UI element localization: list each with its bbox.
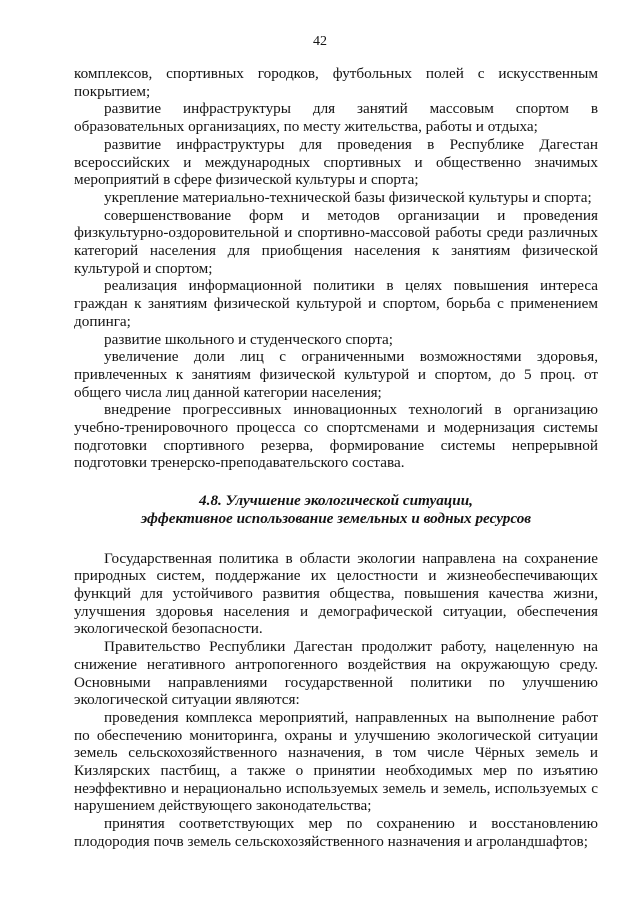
list-item: комплексов, спортивных городков, футбольных полей с искусственным покрытием; [74,65,598,100]
list-item: проведения комплекса мероприятий, направленных на выполнение работ по обеспечению мониторинга, охраны и улучшению экологической ситуации земель сельскохозяйственного назначения, в том числе Чёрных земель и Кизлярских пастбищ, а также о принятии необходимых мер по изъятию неэффективно и нерационально используемых земель и земель, используемых с нарушением действующего законодательства; [74,708,598,815]
list-item: внедрение прогрессивных инновационных технологий в организацию учебно-тренировочного процесса со спортсменами и модернизация системы подготовки спортивного резерва, формирование системы непрерывной подготовки тренерско-преподавательского состава. [74,401,598,472]
list-item: развитие инфраструктуры для занятий массовым спортом в образовательных организациях, по месту жительства, работы и отдыха; [74,100,598,136]
list-item: принятия соответствующих мер по сохранению и восстановлению плодородия почв земель сельскохозяйственного назначения и агроландшафтов; [74,815,598,850]
list-item: развитие инфраструктуры для проведения в Республике Дагестан всероссийских и международных спортивных и общественно значимых мероприятий в сфере физической культуры и спорта; [74,135,598,189]
list-item: развитие школьного и студенческого спорта; [104,330,394,348]
section-heading [74,492,598,527]
list-item: увеличение доли лиц с ограниченными возможностями здоровья, привлеченных к занятиям физической культурой и спортом, до 5 проц. от общего числа лиц данной категории населения; [74,348,598,401]
section-body [74,550,598,851]
list-item: реализация информационной политики в целях повышения интереса граждан к занятиям физической культурой и спортом, борьба с применением допинга; [74,277,598,330]
section-heading-line-2: эффективное использование земельных и водных ресурсов [140,509,532,527]
paragraph: Правительство Республики Дагестан продолжит работу, нацеленную на снижение негативного антропогенного воздействия на окружающую среду. Основными направлениями государственной политики по улучшению экологической ситуации являются: [74,638,598,709]
document-body [74,65,598,851]
paragraph: Государственная политика в области экологии направлена на сохранение природных систем, поддержание их целостности и жизнеобеспечивающих функций для устойчивого развития общества, повышения качества жизни, улучшения здоровья населения и демографической ситуации, обеспечения экологической безопасности. [74,549,598,638]
list-item: совершенствование форм и методов организации и проведения физкультурно-оздоровительной и спортивно-массовой работы среди различных категорий населения для приобщения населения к занятиям физической культурой и спортом; [74,206,598,277]
page-number: 42 [313,34,327,49]
list-item: укрепление материально-технической базы физической культуры и спорта; [104,188,592,206]
section-heading-line-1: 4.8. Улучшение экологической ситуации, [199,492,473,510]
